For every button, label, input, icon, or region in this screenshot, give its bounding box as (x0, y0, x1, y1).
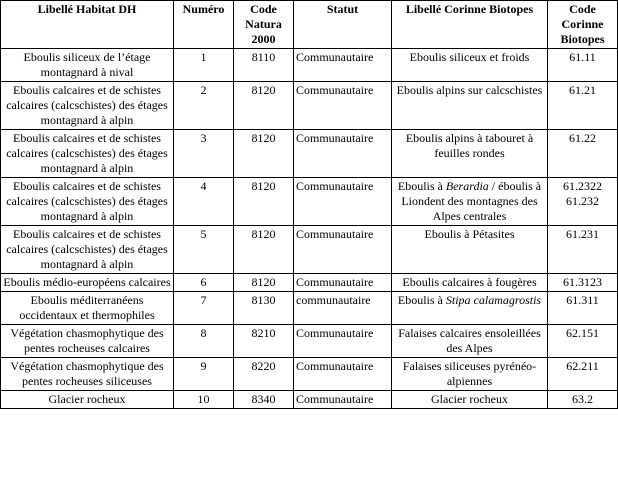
cell-libelle-habitat: Eboulis médio-européens calcaires (1, 274, 174, 292)
cell-libelle-habitat: Glacier rocheux (1, 391, 174, 409)
cell-code-natura: 8120 (234, 274, 294, 292)
table-row (1, 391, 618, 409)
table-row (1, 82, 618, 130)
cell-statut: Communautaire (294, 130, 392, 178)
cell-code-natura: 8120 (234, 82, 294, 130)
cell-libelle-biotope: Eboulis siliceux et froids (392, 49, 548, 82)
cell-statut: Communautaire (294, 226, 392, 274)
table-row (1, 274, 618, 292)
cell-statut: Communautaire (294, 325, 392, 358)
cell-statut: communautaire (294, 292, 392, 325)
table-row (1, 292, 618, 325)
cell-libelle-habitat: Eboulis méditerranéens occidentaux et thermophiles (1, 292, 174, 325)
cell-libelle-biotope: Eboulis alpins sur calcschistes (392, 82, 548, 130)
cell-libelle-habitat: Végétation chasmophytique des pentes rocheuses siliceuses (1, 358, 174, 391)
cell-numero: 8 (174, 325, 234, 358)
cell-code-biotope: 61.311 (548, 292, 618, 325)
cell-code-biotope: 61.3123 (548, 274, 618, 292)
cell-numero: 2 (174, 82, 234, 130)
cell-numero: 3 (174, 130, 234, 178)
table-row (1, 358, 618, 391)
header-code-biotope: Code Corinne Biotopes (548, 1, 618, 49)
cell-libelle-biotope: Eboulis calcaires à fougères (392, 274, 548, 292)
cell-libelle-biotope: Eboulis à Berardia / éboulis à Liondent des montagnes des Alpes centrales (392, 178, 548, 226)
cell-code-natura: 8120 (234, 178, 294, 226)
cell-code-biotope: 61.231 (548, 226, 618, 274)
cell-code-biotope: 62.211 (548, 358, 618, 391)
cell-numero: 5 (174, 226, 234, 274)
cell-numero: 10 (174, 391, 234, 409)
cell-numero: 1 (174, 49, 234, 82)
cell-code-natura: 8340 (234, 391, 294, 409)
cell-numero: 4 (174, 178, 234, 226)
cell-libelle-habitat: Eboulis calcaires et de schistes calcaires (calcschistes) des étages montagnard à alpin (1, 82, 174, 130)
cell-statut: Communautaire (294, 274, 392, 292)
cell-code-natura: 8210 (234, 325, 294, 358)
cell-libelle-biotope: Eboulis à Stipa calamagrostis (392, 292, 548, 325)
cell-code-biotope: 61.11 (548, 49, 618, 82)
cell-code-biotope: 62.151 (548, 325, 618, 358)
table-row (1, 130, 618, 178)
table-row (1, 178, 618, 226)
cell-statut: Communautaire (294, 49, 392, 82)
cell-libelle-habitat: Eboulis calcaires et de schistes calcaires (calcschistes) des étages montagnard à alpin (1, 178, 174, 226)
cell-libelle-habitat: Végétation chasmophytique des pentes rocheuses calcaires (1, 325, 174, 358)
cell-code-biotope: 61.2322 61.232 (548, 178, 618, 226)
cell-code-natura: 8120 (234, 226, 294, 274)
cell-code-biotope: 63.2 (548, 391, 618, 409)
cell-libelle-biotope: Eboulis à Pétasites (392, 226, 548, 274)
cell-statut: Communautaire (294, 358, 392, 391)
header-code-natura: Code Natura 2000 (234, 1, 294, 49)
table-row (1, 325, 618, 358)
cell-numero: 9 (174, 358, 234, 391)
cell-numero: 7 (174, 292, 234, 325)
cell-libelle-habitat: Eboulis calcaires et de schistes calcaires (calcschistes) des étages montagnard à alpin (1, 130, 174, 178)
cell-statut: Communautaire (294, 178, 392, 226)
cell-numero: 6 (174, 274, 234, 292)
cell-libelle-habitat: Eboulis siliceux de l’étage montagnard à nival (1, 49, 174, 82)
cell-code-biotope: 61.22 (548, 130, 618, 178)
cell-libelle-habitat: Eboulis calcaires et de schistes calcaires (calcschistes) des étages montagnard à alpin (1, 226, 174, 274)
header-statut: Statut (294, 1, 392, 49)
table-row (1, 49, 618, 82)
table-body (1, 49, 618, 409)
cell-code-natura: 8130 (234, 292, 294, 325)
cell-code-natura: 8110 (234, 49, 294, 82)
table-header-row (1, 1, 618, 49)
header-numero: Numéro (174, 1, 234, 49)
header-libelle-habitat: Libellé Habitat DH (1, 1, 174, 49)
cell-code-natura: 8220 (234, 358, 294, 391)
cell-libelle-biotope: Eboulis alpins à tabouret à feuilles rondes (392, 130, 548, 178)
cell-statut: Communautaire (294, 82, 392, 130)
cell-statut: Communautaire (294, 391, 392, 409)
cell-libelle-biotope: Falaises calcaires ensoleillées des Alpes (392, 325, 548, 358)
cell-code-natura: 8120 (234, 130, 294, 178)
cell-code-biotope: 61.21 (548, 82, 618, 130)
cell-libelle-biotope: Glacier rocheux (392, 391, 548, 409)
header-libelle-biotope: Libellé Corinne Biotopes (392, 1, 548, 49)
table-row (1, 226, 618, 274)
cell-libelle-biotope: Falaises siliceuses pyrénéo-alpiennes (392, 358, 548, 391)
